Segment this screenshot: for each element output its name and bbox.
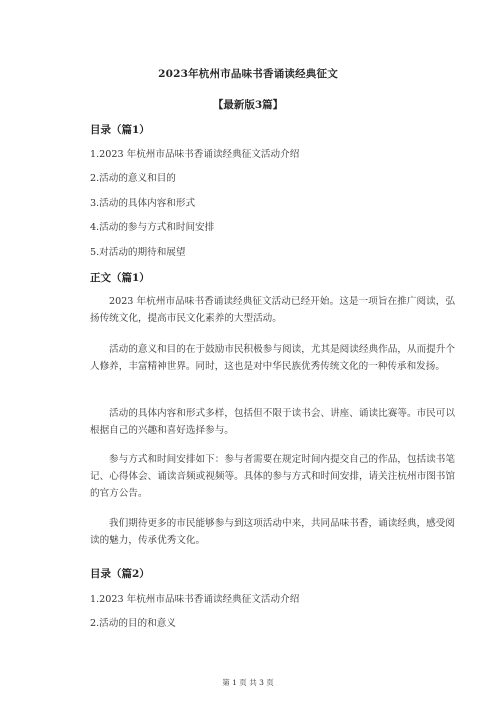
toc-1-item: 1.2023 年杭州市品味书香诵读经典征文活动介绍 <box>90 149 300 160</box>
body-paragraph: 参与方式和时间安排如下：参与者需要在规定时间内提交自己的作品，包括读书笔记、心得体会、诵读音频或视频等。具体的参与方式和时间安排，请关注杭州市图书馆的官方公告。 <box>90 454 455 499</box>
toc-2-item: 1.2023 年杭州市品味书香诵读经典征文活动介绍 <box>90 594 300 605</box>
page-footer: 第 1 页 共 3 页 <box>222 678 274 687</box>
document-title: 2023年杭州市品味书香诵读经典征文 <box>158 68 338 80</box>
toc-2-item: 2.活动的目的和意义 <box>90 618 176 629</box>
body-1-heading: 正文（篇1） <box>90 272 150 284</box>
body-paragraph: 我们期待更多的市民能够参与到这项活动中来，共同品味书香，诵读经典，感受阅读的魅力，传承优秀文化。 <box>90 518 455 546</box>
body-paragraph: 活动的意义和目的在于鼓励市民积极参与阅读，尤其是阅读经典作品，从而提升个人修养，丰富精神世界。同时，这也是对中华民族优秀传统文化的一种传承和发扬。 <box>90 344 455 372</box>
toc-1-heading: 目录（篇1） <box>90 124 150 136</box>
toc-1-item: 5.对活动的期待和展望 <box>90 247 186 258</box>
document-subtitle: 【最新版3篇】 <box>212 99 284 111</box>
body-paragraph: 活动的具体内容和形式多样，包括但不限于读书会、讲座、诵读比赛等。市民可以根据自己的兴趣和喜好选择参与。 <box>90 408 455 436</box>
toc-1-item: 2.活动的意义和目的 <box>90 173 176 184</box>
toc-2-heading: 目录（篇2） <box>90 568 150 580</box>
toc-1-item: 3.活动的具体内容和形式 <box>90 198 196 209</box>
body-paragraph: 2023 年杭州市品味书香诵读经典征文活动已经开始。这是一项旨在推广阅读，弘扬传统文化，提高市民文化素养的大型活动。 <box>90 296 455 324</box>
toc-1-item: 4.活动的参与方式和时间安排 <box>90 222 215 233</box>
